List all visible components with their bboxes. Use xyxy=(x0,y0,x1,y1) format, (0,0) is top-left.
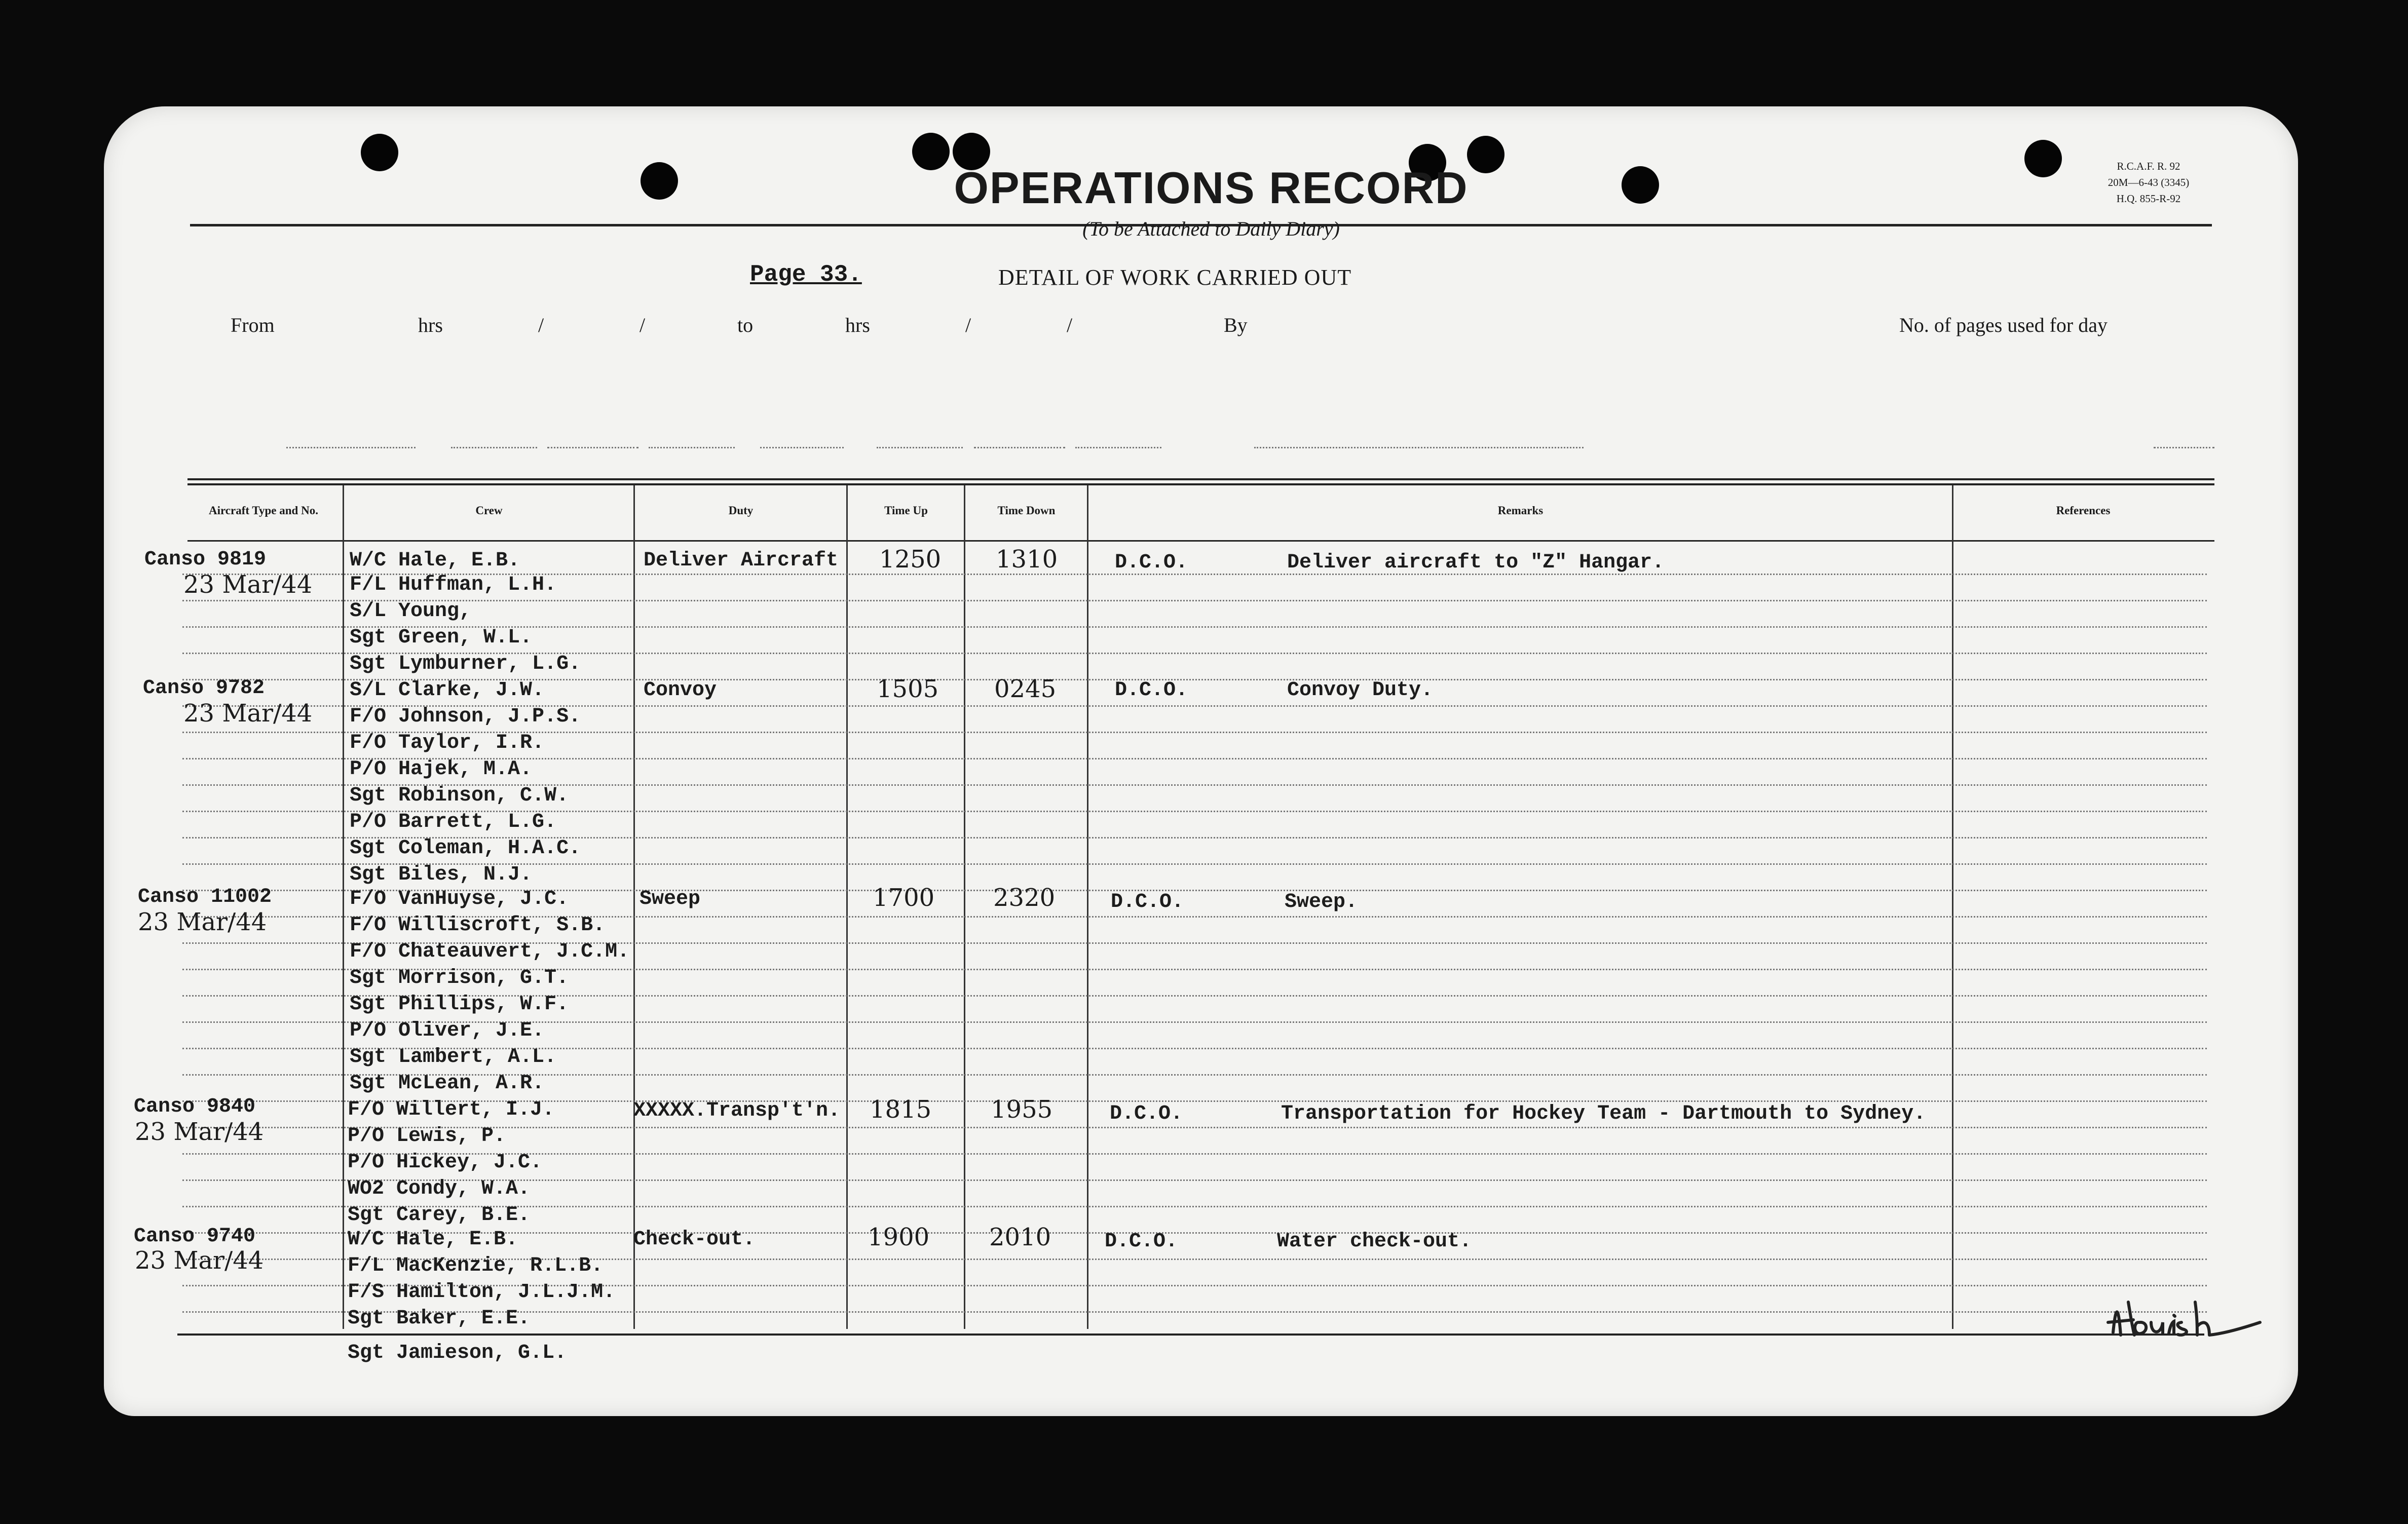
crew-member: Sgt Jamieson, G.L. xyxy=(348,1342,567,1364)
crew-member: Sgt Coleman, H.A.C. xyxy=(350,837,581,860)
crew-member: Sgt Morrison, G.T. xyxy=(350,967,569,989)
crew-member: F/O Johnson, J.P.S. xyxy=(350,705,581,728)
blank-line xyxy=(649,447,735,448)
entry-date: 23 Mar/44 xyxy=(183,570,313,599)
crew-member: S/L Clarke, J.W. xyxy=(350,679,545,702)
crew-member: W/C Hale, E.B. xyxy=(348,1228,518,1251)
aircraft-type: Canso 9782 xyxy=(143,677,265,700)
crew-member: F/O Chateauvert, J.C.M. xyxy=(350,940,630,963)
crew-member: Sgt Baker, E.E. xyxy=(348,1307,531,1330)
remarks: Transportation for Hockey Team - Dartmouth to Sydney. xyxy=(1281,1102,1926,1125)
crew-member: F/O Williscroft, S.B. xyxy=(350,914,606,937)
punch-hole xyxy=(1622,166,1659,204)
blank-line xyxy=(1075,447,1161,448)
hrs-label: hrs xyxy=(418,314,443,336)
column-header-crew: Crew xyxy=(475,504,503,517)
table-top-rule xyxy=(187,483,2214,485)
to-label: to xyxy=(737,314,754,336)
blank-line xyxy=(547,447,638,448)
from-label: From xyxy=(231,314,275,336)
remarks: Convoy Duty. xyxy=(1287,679,1434,702)
handwritten-signature xyxy=(2103,1287,2270,1348)
column-header-references: References xyxy=(2056,504,2111,517)
crew-member: Sgt Lambert, A.L. xyxy=(350,1046,557,1069)
crew-member: P/O Hajek, M.A. xyxy=(350,758,533,781)
time-up: 1815 xyxy=(870,1095,932,1124)
column-divider xyxy=(964,485,965,1329)
time-up: 1900 xyxy=(868,1223,930,1251)
aircraft-type: Canso 9819 xyxy=(144,548,267,571)
column-divider xyxy=(633,485,635,1329)
page-subtitle: (To be Attached to Daily Diary) xyxy=(1082,217,1340,240)
crew-member: F/L MacKenzie, R.L.B. xyxy=(348,1254,604,1277)
crew-member: P/O Hickey, J.C. xyxy=(348,1151,543,1174)
time-down: 2320 xyxy=(993,884,1056,912)
column-header-aircraft: Aircraft Type and No. xyxy=(209,504,318,517)
crew-member: Sgt Biles, N.J. xyxy=(350,863,533,886)
time-up: 1505 xyxy=(877,675,939,703)
crew-member: Sgt Phillips, W.F. xyxy=(350,993,569,1016)
blank-line xyxy=(451,447,537,448)
pages-label: No. of pages used for day xyxy=(1899,314,2108,336)
table-bottom-rule xyxy=(177,1334,2204,1336)
remarks: Sweep. xyxy=(1285,891,1358,913)
detail-heading: DETAIL OF WORK CARRIED OUT xyxy=(998,265,1352,290)
crew-member: F/O Willert, I.J. xyxy=(348,1098,555,1121)
table-top-rule xyxy=(187,478,2214,480)
time-up: 1250 xyxy=(879,545,942,574)
crew-member: P/O Lewis, P. xyxy=(348,1125,506,1148)
authority: D.C.O. xyxy=(1111,891,1184,913)
header-rule xyxy=(187,540,2214,542)
form-number-line: R.C.A.F. R. 92 xyxy=(2117,160,2180,172)
blank-line xyxy=(974,447,1065,448)
entry-date: 23 Mar/44 xyxy=(135,1246,264,1275)
row-line xyxy=(182,600,2207,601)
crew-member: P/O Oliver, J.E. xyxy=(350,1019,545,1042)
page-number: Page 33. xyxy=(750,261,862,288)
duty: Deliver Aircraft xyxy=(644,549,839,572)
punch-hole xyxy=(2024,140,2062,177)
slash: / xyxy=(965,314,971,336)
column-divider xyxy=(1952,485,1953,1329)
crew-member: P/O Barrett, L.G. xyxy=(350,811,557,833)
column-divider xyxy=(343,485,344,1329)
column-header-remarks: Remarks xyxy=(1497,504,1544,517)
authority: D.C.O. xyxy=(1115,551,1188,574)
blank-line xyxy=(760,447,844,448)
authority: D.C.O. xyxy=(1105,1230,1178,1253)
crew-member: F/O VanHuyse, J.C. xyxy=(350,888,569,910)
crew-member: Sgt Lymburner, L.G. xyxy=(350,653,581,675)
blank-line xyxy=(2154,447,2214,448)
slash: / xyxy=(538,314,544,336)
by-label: By xyxy=(1224,314,1248,336)
crew-member: F/L Huffman, L.H. xyxy=(350,574,557,596)
authority: D.C.O. xyxy=(1110,1102,1183,1125)
crew-member: Sgt McLean, A.R. xyxy=(350,1072,545,1095)
crew-member: WO2 Condy, W.A. xyxy=(348,1177,531,1200)
blank-line xyxy=(877,447,963,448)
slash: / xyxy=(1067,314,1073,336)
form-number-line: 20M—6-43 (3345) xyxy=(2108,176,2190,188)
time-down: 2010 xyxy=(989,1223,1051,1251)
crew-member: F/S Hamilton, J.L.J.M. xyxy=(348,1281,616,1304)
crew-member: F/O Taylor, I.R. xyxy=(350,732,545,754)
column-header-duty: Duty xyxy=(728,504,754,517)
entry-date: 23 Mar/44 xyxy=(138,908,267,936)
crew-member: S/L Young, xyxy=(350,600,472,623)
column-divider xyxy=(1087,485,1088,1329)
form-number xyxy=(2088,158,2209,207)
aircraft-type: Canso 9740 xyxy=(134,1225,256,1248)
hrs-label-2: hrs xyxy=(845,314,870,336)
aircraft-type: Canso 11002 xyxy=(138,886,272,908)
entry-date: 23 Mar/44 xyxy=(183,699,313,728)
punch-hole xyxy=(641,162,678,200)
crew-member: Sgt Robinson, C.W. xyxy=(350,784,569,807)
time-up: 1700 xyxy=(873,884,935,912)
column-header-time-up: Time Up xyxy=(884,504,928,517)
blank-line xyxy=(1254,447,1584,448)
authority: D.C.O. xyxy=(1115,679,1188,702)
form-number-line: H.Q. 855-R-92 xyxy=(2116,193,2181,205)
time-down: 1955 xyxy=(991,1095,1053,1124)
aircraft-type: Canso 9840 xyxy=(134,1095,256,1118)
duty: Check-out. xyxy=(633,1228,756,1251)
duty: Convoy xyxy=(644,679,717,702)
crew-member: Sgt Carey, B.E. xyxy=(348,1204,531,1227)
page-title: OPERATIONS RECORD xyxy=(954,163,1469,213)
time-down: 1310 xyxy=(996,545,1058,574)
entry-date: 23 Mar/44 xyxy=(135,1118,264,1146)
remarks: Deliver aircraft to "Z" Hangar. xyxy=(1287,551,1665,574)
crew-member: W/C Hale, E.B. xyxy=(350,549,520,572)
time-down: 0245 xyxy=(994,675,1057,703)
duty: Sweep xyxy=(639,888,701,910)
column-header-time-down: Time Down xyxy=(997,504,1056,517)
blank-line xyxy=(286,447,416,448)
slash: / xyxy=(639,314,646,336)
punch-hole xyxy=(361,134,398,171)
remarks: Water check-out. xyxy=(1277,1230,1472,1253)
crew-member: Sgt Green, W.L. xyxy=(350,626,533,649)
column-divider xyxy=(846,485,848,1329)
duty: XXXXX.Transp't'n. xyxy=(633,1099,841,1122)
